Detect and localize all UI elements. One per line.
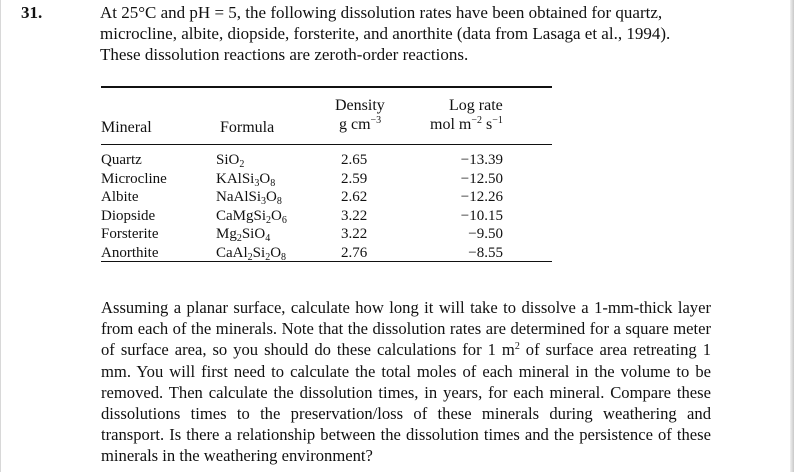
cell-formula: SiO$_2$ [216,152,245,170]
table-body [101,145,552,261]
table-row [101,170,552,189]
intro-line-2: microcline, albite, diopside, forsterite, and anorthite (data from Lasaga et al., 1994). [100,24,671,43]
question-superscript: 2 [514,341,520,353]
cell-lograte: −10.15 [460,207,503,224]
dissolution-rate-table [101,86,552,262]
table-header [101,88,552,144]
cell-mineral: Albite [101,189,139,206]
question-text-2: of surface area retreating 1 mm. You will first need to calculate the total moles of each mineral in the volume to be removed. Then calculate the dissolution times, in years, for each mineral. Compare these dissolutions times to the preservation/loss of these minerals during weathering and transport. Is there a relationship between the dissolution times and the persistence of these minerals in the weathering environment? [101,340,711,466]
cell-mineral: Diopside [101,207,156,224]
cell-mineral: Anorthite [101,245,159,261]
cell-mineral: Microcline [101,170,167,187]
problem-number: 31. [21,3,43,22]
cell-density: 2.76 [341,245,368,261]
cell-lograte: −12.50 [460,170,503,187]
question-paragraph [101,297,711,467]
cell-lograte: −8.55 [468,245,503,261]
cell-lograte: −13.39 [460,152,503,168]
header-density-unit: g $cm^{-3}$ [339,115,382,133]
question-text-1: Assuming a planar surface, calculate how long it will take to dissolve a 1-mm-thick layer from each of the minerals. Note that the dissolution rates are determined for a square meter of surface area, so you should do these calculations for 1 m [101,298,711,360]
header-lograte-unit: mol $m^{-2}$ $s^{-1}$ [430,115,503,133]
page-right-edge [790,0,794,472]
cell-density: 2.59 [341,170,368,187]
header-lograte: Log rate [449,97,503,114]
cell-lograte: −9.50 [468,226,503,243]
intro-line-1: At 25°C and pH = 5, the following dissolution rates have been obtained for quartz, [100,3,663,22]
cell-formula: $CaMgSi_2O_6$ [216,207,287,226]
table-row [101,188,552,207]
cell-formula: $Mg_2SiO_4$ [216,226,271,245]
table-row [101,244,552,263]
cell-formula: $CaAl_2Si_2O_8$ [216,245,287,263]
table-row [101,151,552,170]
cell-density: 2.62 [341,189,368,206]
table-row [101,207,552,226]
table-row [101,225,552,244]
cell-density: 3.22 [341,226,368,243]
cell-density: 3.22 [341,207,368,224]
cell-mineral: Forsterite [101,226,159,243]
problem-intro [21,2,721,65]
header-mineral: Mineral [101,119,152,136]
header-formula: Formula [220,119,275,136]
cell-formula: $NaAlSi_3O_8$ [216,189,282,208]
intro-line-3: These dissolution reactions are zeroth-order reactions. [100,45,469,64]
cell-density: 2.65 [341,152,368,168]
cell-formula: $KAlSi_3O_8$ [216,170,276,189]
cell-lograte: −12.26 [460,189,503,206]
cell-mineral: Quartz [101,152,142,168]
page-left-edge [0,0,1,472]
header-density: Density [335,97,385,114]
